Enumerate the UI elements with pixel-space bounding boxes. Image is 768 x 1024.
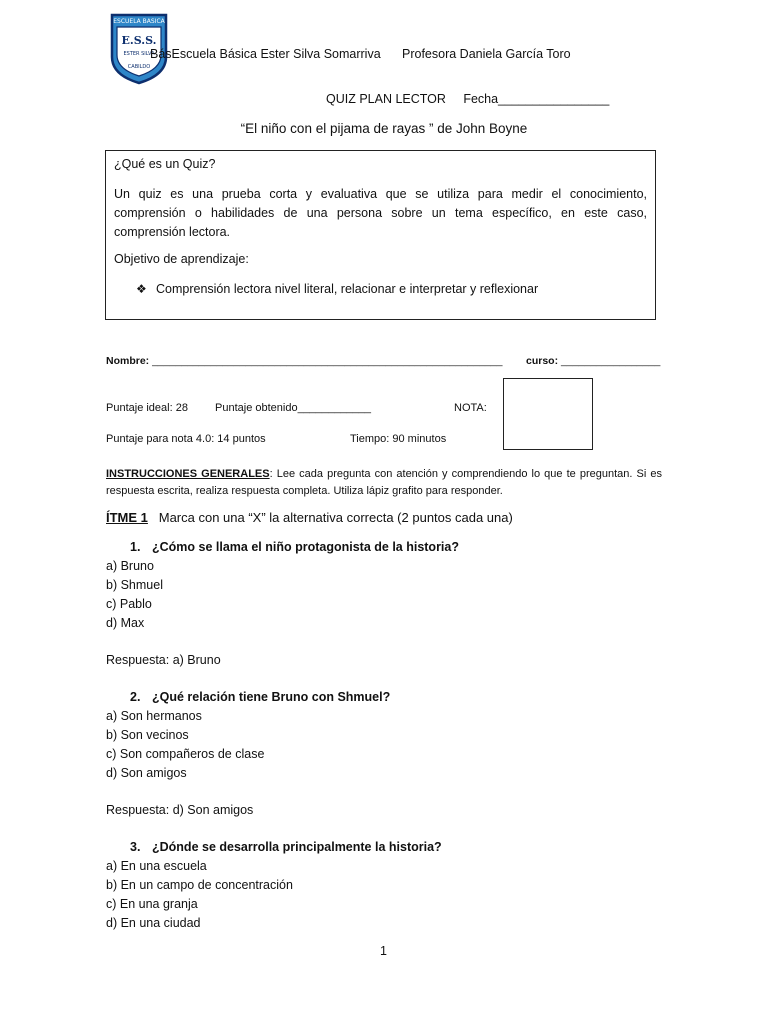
name-label: Nombre: bbox=[106, 355, 150, 367]
item1-instruction: Marca con una “X” la alternativa correcta (2 puntos cada una) bbox=[158, 510, 513, 525]
option-3d[interactable]: d) En una ciudad bbox=[106, 916, 201, 930]
course-input-line[interactable]: _________________ bbox=[561, 355, 661, 367]
course-field-row bbox=[526, 355, 660, 367]
school-name: BásEscuela Básica Ester Silva Somarriva bbox=[150, 47, 381, 61]
option-3b[interactable]: b) En un campo de concentración bbox=[106, 878, 293, 892]
teacher-name: Profesora Daniela García Toro bbox=[402, 47, 571, 61]
answer-2: Respuesta: d) Son amigos bbox=[106, 803, 254, 817]
logo-text-mid: ESTER SILVA bbox=[123, 51, 155, 57]
option-1a[interactable]: a) Bruno bbox=[106, 559, 154, 573]
name-input-line[interactable]: ____________________________________________________________ bbox=[152, 355, 503, 367]
instructions-text: : Lee cada pregunta con atención y comprendiendo lo que te preguntan. Si es respuesta escrita, realiza respuesta completa. Utiliza lápiz grafito para responder. bbox=[106, 468, 662, 497]
question-1 bbox=[130, 540, 459, 554]
pass-mark: Puntaje para nota 4.0: 14 puntos bbox=[106, 433, 266, 445]
question-number: 3. bbox=[130, 840, 141, 854]
objective-bullet bbox=[136, 282, 538, 296]
course-label: curso: bbox=[526, 355, 559, 367]
logo-initials: E.S.S. bbox=[121, 34, 157, 47]
quiz-label: QUIZ PLAN LECTOR bbox=[326, 92, 446, 106]
info-question: ¿Qué es un Quiz? bbox=[114, 157, 216, 171]
time-limit: Tiempo: 90 minutos bbox=[350, 433, 447, 445]
question-number: 2. bbox=[130, 690, 141, 704]
question-text: ¿Qué relación tiene Bruno con Shmuel? bbox=[152, 690, 391, 704]
option-1c[interactable]: c) Pablo bbox=[106, 597, 152, 611]
instructions-label: INSTRUCCIONES GENERALES bbox=[106, 468, 270, 480]
option-2d[interactable]: d) Son amigos bbox=[106, 766, 187, 780]
page-number: 1 bbox=[380, 944, 387, 958]
option-3c[interactable]: c) En una granja bbox=[106, 897, 198, 911]
quiz-title-line bbox=[326, 92, 609, 106]
option-2b[interactable]: b) Son vecinos bbox=[106, 728, 189, 742]
info-description: Un quiz es una prueba corta y evaluativa que se utiliza para medir el conocimiento, comprensión o habilidades de una persona sobre un tema específico, en este caso, comprensión lectora. bbox=[114, 187, 647, 239]
general-instructions bbox=[106, 466, 662, 500]
option-2c[interactable]: c) Son compañeros de clase bbox=[106, 747, 265, 761]
option-1b[interactable]: b) Shmuel bbox=[106, 578, 163, 592]
quiz-info-box bbox=[105, 150, 656, 320]
question-text: ¿Dónde se desarrolla principalmente la historia? bbox=[152, 840, 442, 854]
objective-text: Comprensión lectora nivel literal, relacionar e interpretar y reflexionar bbox=[156, 282, 539, 296]
question-number: 1. bbox=[130, 540, 141, 554]
item1-header bbox=[106, 510, 513, 525]
option-2a[interactable]: a) Son hermanos bbox=[106, 709, 202, 723]
grade-label: NOTA: bbox=[454, 402, 487, 414]
question-3 bbox=[130, 840, 442, 854]
answer-1: Respuesta: a) Bruno bbox=[106, 653, 221, 667]
date-field[interactable]: Fecha________________ bbox=[463, 92, 610, 106]
logo-text-top: ESCUELA BASICA bbox=[113, 18, 165, 25]
question-text: ¿Cómo se llama el niño protagonista de la historia? bbox=[152, 540, 459, 554]
ideal-score: Puntaje ideal: 28 bbox=[106, 402, 188, 414]
logo-text-bottom: CABILDO bbox=[127, 64, 151, 70]
question-2 bbox=[130, 690, 390, 704]
option-1d[interactable]: d) Max bbox=[106, 616, 145, 630]
diamond-bullet-icon: ❖ bbox=[136, 282, 147, 296]
item1-label: ÍTME 1 bbox=[106, 510, 148, 525]
obtained-score[interactable]: Puntaje obtenido____________ bbox=[215, 402, 371, 414]
option-3a[interactable]: a) En una escuela bbox=[106, 859, 207, 873]
name-field-row bbox=[106, 355, 502, 367]
objective-label: Objetivo de aprendizaje: bbox=[114, 252, 249, 266]
book-title: “El niño con el pijama de rayas ” de John Boyne bbox=[240, 121, 528, 136]
grade-box[interactable] bbox=[503, 378, 593, 450]
